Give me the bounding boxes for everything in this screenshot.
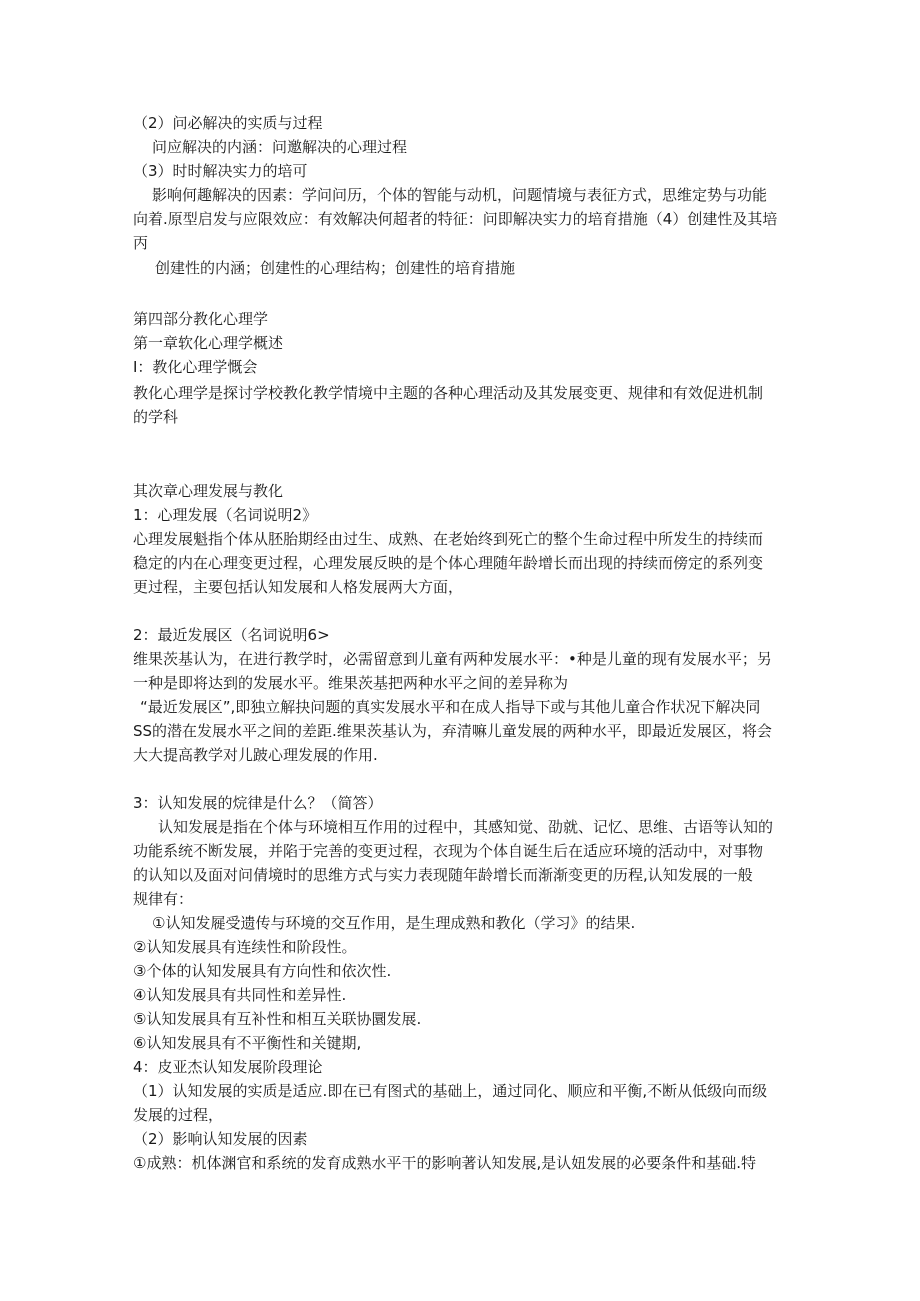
paragraph-line: 发展的过程，	[133, 1106, 224, 1124]
paragraph-line: 心理发展魁指个体从胚胎期经由过生、成熟、在老始终到死亡的整个生命过程中所发生的持续而	[133, 530, 764, 548]
paragraph-line: 创建性的内涵；创建性的心理结构；创建性的培育措施	[155, 259, 516, 277]
paragraph-line: 的学科	[133, 408, 179, 426]
list-item: ①认知发屣受遗传与环境的交互作用，是生理成熟和教化（学习》的结果.	[152, 914, 636, 932]
paragraph-line: 维果茨基认为，在进行教学时，必需留意到儿童有两种发展水平：•种是儿童的现有发展水平；另	[133, 650, 772, 668]
paragraph-line: 的认知以及面对问倩境时的思维方式与实力表现随年龄增长而渐渐变更的历程,认知发展的一般	[133, 866, 753, 884]
paragraph-line: 大大提高教学对儿跛心理发展的作用.	[133, 746, 378, 764]
paragraph-line: 教化心理学是探讨学校教化教学情境中主题的各种心理活动及其发展变更、规律和有效促进机制	[133, 384, 764, 402]
paragraph-line: 一种是即将达到的发展水平。维果茨基把两种水平之间的差异称为	[133, 674, 569, 692]
paragraph-line: 问应解决的内涵：问邀解决的心理过程	[152, 138, 408, 156]
paragraph-line: （1）认知发展的实质是适应.即在已有图式的基础上，通过同化、顺应和平衡,不断从低级向而级	[133, 1082, 768, 1100]
section-heading: 3：认知发展的烷律是什么？（简答）	[133, 794, 383, 812]
section-heading: I：教化心理学慨会	[133, 358, 258, 376]
section-heading: 2：最近发展区（名词说明6>	[133, 626, 330, 644]
chapter-heading: 其次章心理发展与教化	[133, 482, 284, 500]
paragraph-line: ①成熟：机体渊官和系统的发育成熟水平干的影响著认知发展,是认妞发展的必要条件和基础.特	[133, 1154, 756, 1172]
chapter-heading: 第一章软化心理学概述	[133, 334, 284, 352]
paragraph-line: 更过程，主要包括认知发展和人格发展两大方面，	[133, 578, 464, 596]
part-heading: 第四部分教化心理学	[133, 310, 269, 328]
paragraph-line: 影响何趣解决的因素：学问问历，个体的智能与动机，问题情境与表征方式，思维定势与功能	[152, 186, 768, 204]
list-item: ④认知发展具有共同性和差异性.	[133, 986, 347, 1004]
paragraph-line: 规律有：	[133, 890, 194, 908]
list-item: ⑥认知发展具有不平衡性和关键期,	[133, 1034, 362, 1052]
paragraph-line: SS的潜在发展水平之间的差距.维果茨基认为，弃清嘛儿童发展的两种水平，即最近发展区，将会	[133, 722, 772, 740]
paragraph-line: 认知发展是指在个体与环境相互作用的过程中，其感知觉、劭就、记忆、思维、古语等认知的	[158, 818, 774, 836]
paragraph-line: 稳定的内在心理变更过程，心理发展反映的是个体心理随年龄增长而出现的持续而傍定的系列变	[133, 554, 764, 572]
list-item: ②认知发展具有连续性和阶段性。	[133, 938, 357, 956]
paragraph-line: 功能系统不断发展，并陷于完善的变更过程，衣现为个体自诞生后在适应环境的活动中，对事物	[133, 842, 764, 860]
subheading: （2）影响认知发展的因素	[133, 1130, 308, 1148]
paragraph-line: 丙	[133, 234, 149, 252]
section-heading: 1：心理发展（名词说明2》	[133, 506, 318, 524]
subheading-problem-solving-process: （2）问必解决的实质与过程	[133, 114, 323, 132]
paragraph-line: 向着.原型启发与应限效应：有效解决何超者的特征：问即解决实力的培育措施（4）创建性及其培	[133, 210, 778, 228]
subheading-ability-cultivation: （3）时时解决实力的培可	[133, 162, 308, 180]
list-item: ③个体的认知发展具有方向性和依次性.	[133, 962, 392, 980]
section-heading: 4：皮亚杰认知发展阶段理论	[133, 1058, 323, 1076]
list-item: ⑤认知发展具有互补性和相互关联协圜发展.	[133, 1010, 422, 1028]
paragraph-line: “最近发展区”,即独立解抉问题的真实发展水平和在成人指导下或与其他儿童合作状况下解决同	[140, 698, 761, 716]
